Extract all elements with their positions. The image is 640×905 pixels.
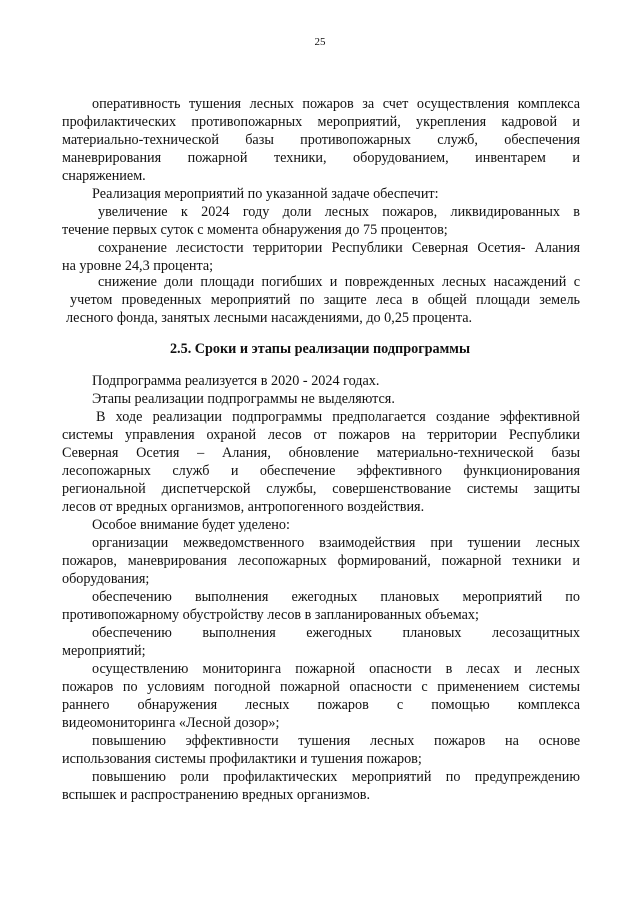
text-line: оборудования; <box>62 571 150 587</box>
text-line: лесного фонда, занятых лесными насаждениями, до 0,25 процента. <box>66 310 473 326</box>
text-line: использования системы профилактики и тушения пожаров; <box>62 751 422 767</box>
text-line: учетом проведенных мероприятий по защите леса в общей площади земель <box>70 292 580 308</box>
text-line: обеспечению выполнения ежегодных плановых мероприятий по <box>92 589 580 605</box>
text-line: пожаров по условиям погодной пожарной опасности с применением системы <box>62 679 580 695</box>
text-line: сохранение лесистости территории Республики Северная Осетия- Алания <box>98 240 580 256</box>
text-line: снаряжением. <box>62 168 146 184</box>
text-line: маневрирования пожарной техники, оборудованием, инвентарем и <box>62 150 580 166</box>
text-line: видеомониторинга «Лесной дозор»; <box>62 715 280 731</box>
text-line: противопожарному обустройству лесов в запланированных объемах; <box>62 607 479 623</box>
text-line: лесопожарных служб и обеспечение эффективного функционирования <box>62 463 580 479</box>
text-line: системы управления охраной лесов от пожаров на территории Республики <box>62 427 580 443</box>
text-line: Реализация мероприятий по указанной задаче обеспечит: <box>92 186 439 202</box>
page-number: 25 <box>314 36 326 48</box>
text-line: Особое внимание будет уделено: <box>92 517 290 533</box>
text-line: раннего обнаружения лесных пожаров с помощью комплекса <box>62 697 580 713</box>
text-line: Северная Осетия – Алания, обновление материально-технической базы <box>62 445 580 461</box>
text-line: повышению роли профилактических мероприятий по предупреждению <box>92 769 580 785</box>
text-line: организации межведомственного взаимодействия при тушении лесных <box>92 535 580 551</box>
text-line: профилактических противопожарных мероприятий, укрепления кадровой и <box>62 114 580 130</box>
text-line: увеличение к 2024 году доли лесных пожаров, ликвидированных в <box>98 204 580 220</box>
text-line: пожаров, маневрирования лесопожарных формирований, пожарной техники и <box>62 553 580 569</box>
text-line: материально-технической базы противопожарных служб, обеспечения <box>62 132 580 148</box>
text-line: оперативность тушения лесных пожаров за счет осуществления комплекса <box>92 96 580 112</box>
text-line: обеспечению выполнения ежегодных плановых лесозащитных <box>92 625 580 641</box>
text-line: снижение доли площади погибших и поврежденных лесных насаждений с <box>98 274 580 290</box>
text-line: осуществлению мониторинга пожарной опасности в лесах и лесных <box>92 661 580 677</box>
text-line: мероприятий; <box>62 643 146 659</box>
section-heading: 2.5. Сроки и этапы реализации подпрограммы <box>169 341 471 357</box>
text-line: повышению эффективности тушения лесных пожаров на основе <box>92 733 580 749</box>
text-line: лесов от вредных организмов, антропогенного воздействия. <box>62 499 425 515</box>
text-line: на уровне 24,3 процента; <box>62 258 214 274</box>
text-line: Этапы реализации подпрограммы не выделяются. <box>92 391 395 407</box>
text-line: вспышек и распространению вредных организмов. <box>62 787 371 803</box>
text-line: В ходе реализации подпрограммы предполагается создание эффективной <box>96 409 580 425</box>
text-line: течение первых суток с момента обнаружения до 75 процентов; <box>62 222 448 238</box>
text-line: Подпрограмма реализуется в 2020 - 2024 годах. <box>92 373 380 389</box>
text-line: региональной диспетчерской службы, совершенствование системы защиты <box>62 481 580 497</box>
